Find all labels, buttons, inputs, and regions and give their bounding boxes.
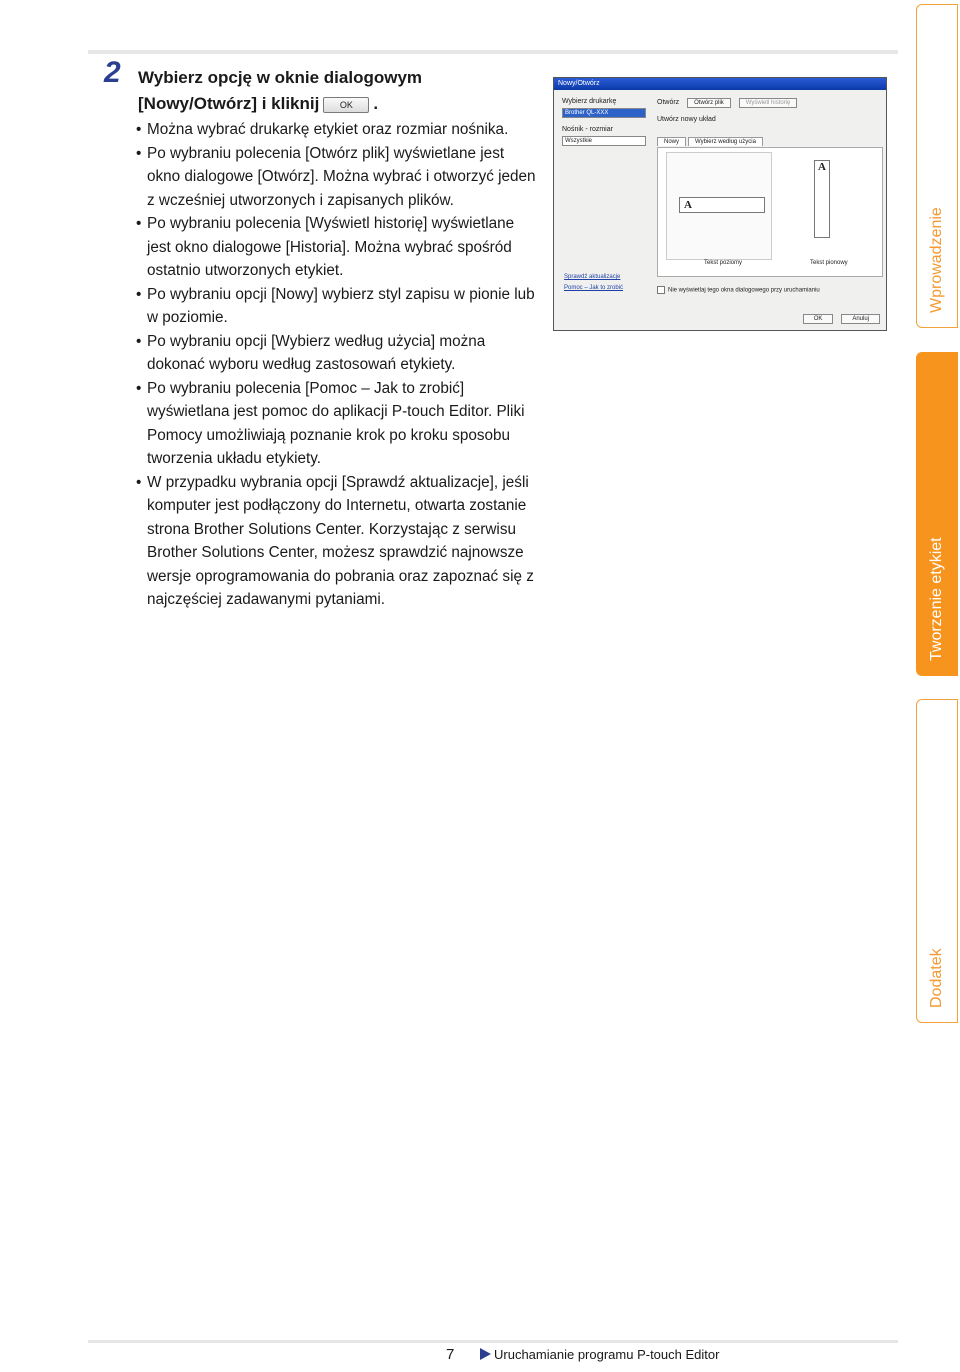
dialog-open-section [657, 98, 879, 123]
side-tab-label: Dodatek [928, 948, 945, 1008]
dialog-footer-buttons [797, 314, 880, 324]
dialog-cancel-button: Anuluj [841, 314, 880, 324]
open-file-button: Otwórz plik [687, 98, 731, 108]
step-title [138, 65, 422, 117]
step-title-end: . [373, 94, 379, 113]
check-updates-link: Sprawdź aktualizacje [564, 274, 621, 280]
help-link: Pomoc – Jak to zrobić [564, 285, 624, 291]
horizontal-layout-thumb [666, 152, 772, 260]
step-number: 2 [104, 56, 121, 89]
bullet-list [136, 118, 536, 612]
horizontal-caption: Tekst poziomy [704, 260, 743, 266]
list-item: • Po wybraniu polecenia [Wyświetl historię] wyświetlane jest okno dialogowe [Historia]. Można wybrać spośród ostatnio utworzonych etykiet. [136, 212, 536, 283]
history-button: Wyświetl historię [739, 98, 798, 108]
dont-show-checkbox [657, 286, 820, 294]
layout-panel [657, 147, 883, 277]
dialog-title: Nowy/Otwórz [554, 78, 886, 90]
step-title-line2 [138, 91, 422, 117]
printer-select: Brother QL-XXX [562, 108, 646, 118]
list-item: • Po wybraniu opcji [Nowy] wybierz styl zapisu w pionie lub w poziomie. [136, 283, 536, 330]
dont-show-label: Nie wyświetlaj tego okna dialogowego przy uruchamianiu [668, 287, 820, 294]
side-tab-label: Wprowadzenie [928, 207, 945, 313]
tab-by-usage: Wybierz według użycia [688, 137, 763, 146]
side-tab-creating-labels[interactable] [916, 352, 958, 676]
media-select: Wszystkie [562, 136, 646, 146]
dialog-left-pane [562, 98, 646, 154]
vertical-layout-thumb [806, 152, 852, 258]
dialog-ok-button: OK [803, 314, 834, 324]
vertical-sample: A [814, 160, 830, 238]
list-item: • Po wybraniu polecenia [Otwórz plik] wyświetlane jest okno dialogowe [Otwórz]. Można wybrać i otworzyć jeden z wcześniej utworzonych i zapisanych plików. [136, 142, 536, 213]
horizontal-sample: A [679, 197, 765, 213]
checkbox-icon [657, 286, 665, 294]
tab-new: Nowy [657, 137, 686, 146]
ok-button-image: OK [323, 97, 369, 113]
right-arrow-icon [480, 1348, 491, 1360]
select-printer-label: Wybierz drukarkę [562, 98, 617, 105]
vertical-caption: Tekst pionowy [810, 260, 848, 266]
list-item: • Po wybraniu opcji [Wybierz według użycia] można dokonać wyboru według zastosowań etykiety. [136, 330, 536, 377]
new-open-dialog-screenshot [553, 77, 887, 331]
list-item: • Po wybraniu polecenia [Pomoc – Jak to zrobić] wyświetlana jest pomoc do aplikacji P-touch Editor. Pliki Pomocy umożliwiają poznanie krok po kroku sposobu tworzenia układu etykiety. [136, 377, 536, 471]
side-tab-label: Tworzenie etykiet [928, 537, 945, 661]
step-title-line1: Wybierz opcję w oknie dialogowym [138, 68, 423, 87]
open-label: Otwórz [657, 99, 680, 106]
media-label: Nośnik - rozmiar [562, 126, 613, 133]
list-item: • Można wybrać drukarkę etykiet oraz rozmiar nośnika. [136, 118, 536, 142]
bottom-rule [88, 1340, 898, 1371]
side-tab-introduction[interactable] [916, 4, 958, 328]
step-title-line2-text: [Nowy/Otwórz] i kliknij [138, 94, 320, 113]
list-item: • W przypadku wybrania opcji [Sprawdź aktualizacje], jeśli komputer jest podłączony do Internetu, otwarta zostanie strona Brother Solutions Center. Korzystając z serwisu Brother Solutions Center, możesz sprawdzić najnowsze wersje oprogramowania do pobrania oraz zapoznać się z najczęściej zadawanymi pytaniami. [136, 471, 536, 612]
page-number: 7 [446, 1346, 455, 1363]
top-rule [88, 50, 898, 54]
side-tab-appendix[interactable] [916, 699, 958, 1023]
footer-section-link[interactable]: Uruchamianie programu P-touch Editor [494, 1347, 720, 1362]
create-new-label: Utwórz nowy układ [657, 116, 716, 123]
dialog-tabs [657, 137, 763, 146]
